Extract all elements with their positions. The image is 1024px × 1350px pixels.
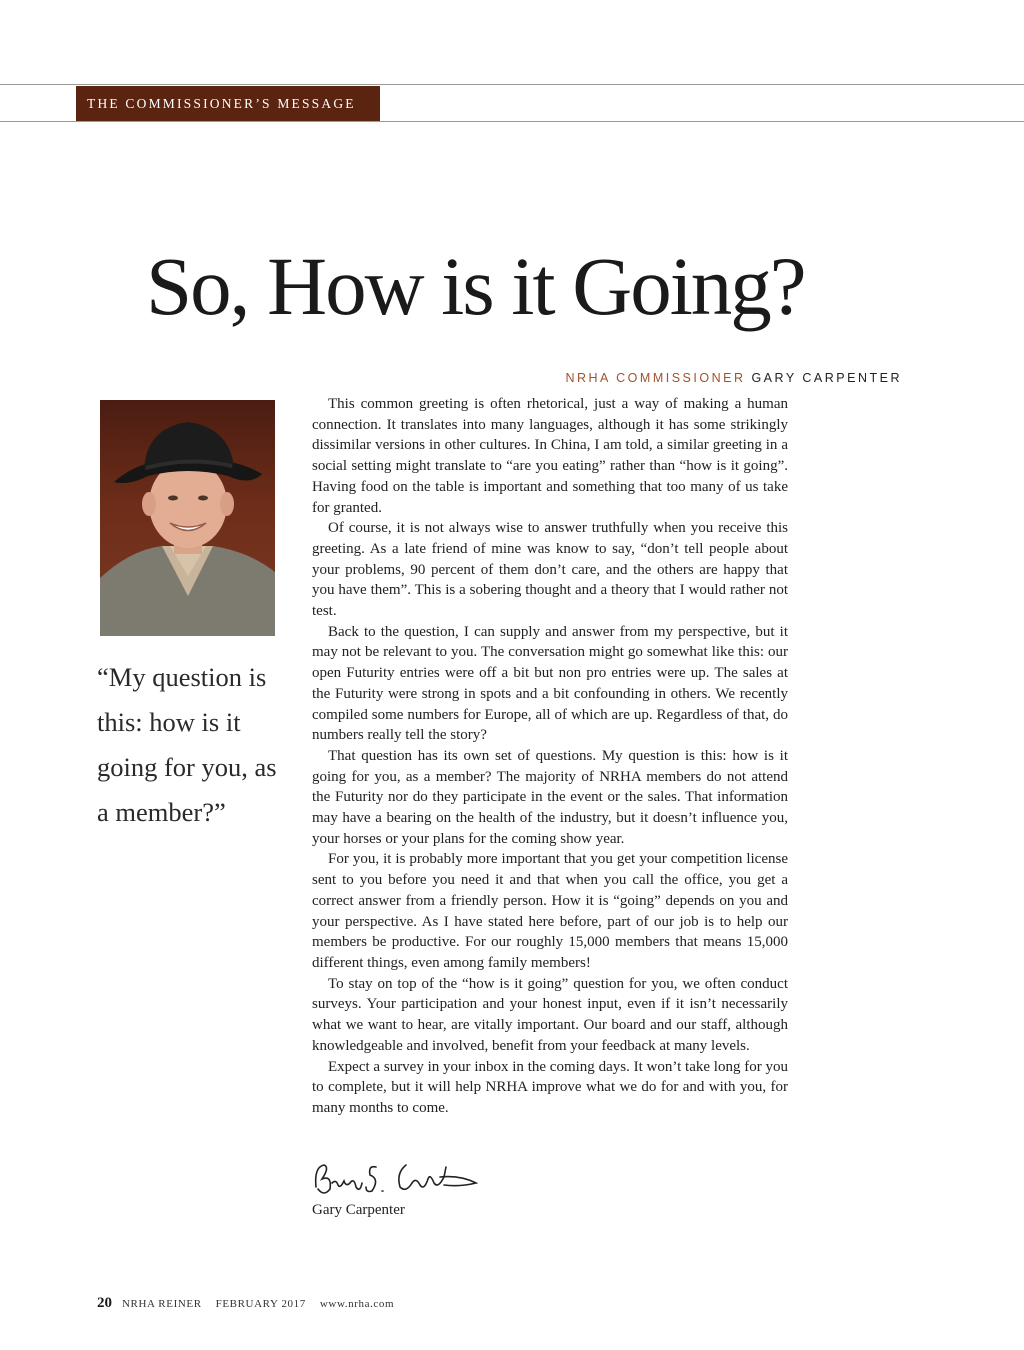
byline-role: NRHA COMMISSIONER (565, 371, 746, 385)
page-number: 20 (97, 1295, 112, 1311)
section-label: THE COMMISSIONER’S MESSAGE (76, 86, 380, 121)
footer-publication: NRHA REINER (122, 1298, 202, 1310)
footer-website-link[interactable]: www.nrha.com (319, 1298, 395, 1310)
body-paragraph: For you, it is probably more important that you get your competition license sent to you before you need it and that when you call the office, you get a correct answer from a friendly person. How it is “going” depends on you and your perspective. As I have stated here before, part of our job is to help our members be productive. For our roughly 15,000 members that means 15,000 different things, even among family members! (312, 851, 788, 971)
author-portrait-photo (100, 400, 275, 636)
pull-quote: “My question is this: how is it going for you, as a member?” (97, 662, 277, 827)
handwritten-signature (310, 1153, 480, 1201)
header-rule-bottom (0, 121, 1024, 122)
footer-issue: FEBRUARY 2017 (215, 1298, 306, 1310)
page-footer (97, 1293, 394, 1314)
body-paragraph: This common greeting is often rhetorical, just a way of making a human connection. It translates into many languages, although it has some strikingly dissimilar versions in other cultures. In China, I am told, a similar greeting in a social setting might translate to “are you eating” rather than “how is it going”. Having food on the table is important and something that too many of us take for granted. (312, 396, 788, 516)
body-paragraph: Back to the question, I can supply and answer from my perspective, but it may not be relevant to you. The conversation might go somewhat like this: our open Futurity entries were off a bit but non pro entries were up. The sales at the Futurity were strong in spots and a bit confounding in others. We recently compiled some numbers for Europe, all of which are up. Regardless of that, do numbers really tell the story? (312, 623, 788, 744)
body-paragraph: Expect a survey in your inbox in the coming days. It won’t take long for you to complete, but it will help NRHA improve what we do for and with you, for many months to come. (312, 1058, 788, 1116)
signature-name: Gary Carpenter (312, 1202, 405, 1218)
header-rule-top (0, 84, 1024, 85)
body-paragraph: That question has its own set of questions. My question is this: how is it going for you, as a member? The majority of NRHA members do not attend the Futurity nor do they participate in the event or the sales. That information may have a bearing on the health of the industry, but it doesn’t influence you, your horses or your plans for the coming show year. (312, 747, 788, 847)
article-body (312, 394, 788, 1119)
body-paragraph: Of course, it is not always wise to answer truthfully when you receive this greeting. As a late friend of mine was know to say, “don’t tell people about your problems, 90 percent of them don’t care, and the others are happy that you have them”. This is a sobering thought and a theory that I would rather not test. (312, 520, 788, 620)
article-title: So, How is it Going? (146, 240, 805, 332)
body-paragraph: To stay on top of the “how is it going” question for you, we often conduct surveys. Your participation and your honest input, even if it isn’t necessarily what we want to hear, are vitally important. Our board and our staff, although knowledgeable and involved, benefit from your feedback at many levels. (312, 975, 788, 1054)
byline-name: GARY CARPENTER (751, 371, 902, 385)
byline (560, 370, 902, 386)
